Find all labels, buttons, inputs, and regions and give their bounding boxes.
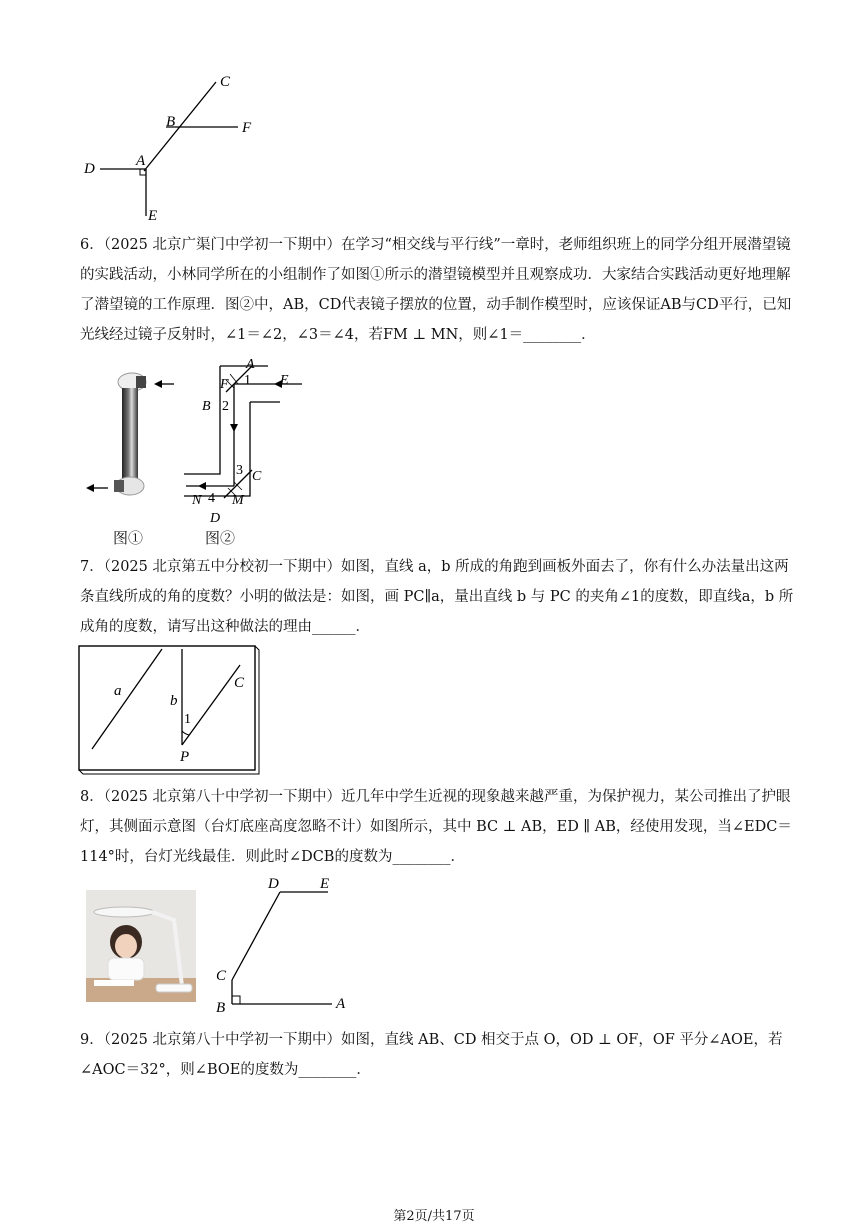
figure-1-caption: 图① [113, 529, 144, 547]
label-E: E [320, 876, 330, 892]
label-C: C [234, 675, 245, 691]
question-6 [80, 230, 795, 350]
angle-1: 1 [184, 712, 191, 727]
label-P: P [180, 749, 190, 765]
angle-1: 1 [244, 373, 251, 388]
periscope-diagram [168, 358, 308, 526]
q5-figure [80, 68, 280, 226]
question-7-text: 7．（2025 北京第五中分校初一下期中）如图，直线 a，b 所成的角跑到画板外面去了，你有什么办法量出这两条直线所成的角的度数？小明的做法是：如图，画 PC∥a，量出直线 b 与 PC 的夹角∠1的度数，即直线a，b 所成角的度数，请写出这种做法的理由______． [80, 559, 794, 635]
label-M: M [232, 493, 244, 508]
line-b-label: b [170, 693, 178, 709]
label-A: A [246, 358, 255, 372]
label-C: C [216, 968, 227, 984]
question-7 [80, 552, 795, 642]
periscope-photo [84, 368, 180, 520]
q7-figure [78, 645, 262, 777]
angle-4: 4 [208, 491, 215, 506]
question-8-text: 8．（2025 北京第八十中学初一下期中）近几年中学生近视的现象越来越严重，为保护视力，某公司推出了护眼灯，其侧面示意图（台灯底座高度忽略不计）如图所示，其中 BC ⊥ AB，ED ∥ AB，经使用发现，当∠EDC＝114°时，台灯光线最佳．则此时∠DCB的度数为________． [80, 789, 792, 865]
label-B: B [202, 399, 211, 414]
question-9-text: 9．（2025 北京第八十中学初一下期中）如图，直线 AB、CD 相交于点 O，OD ⊥ OF，OF 平分∠AOE，若∠AOC＝32°，则∠BOE的度数为________． [80, 1032, 783, 1078]
label-E: E [148, 208, 158, 224]
question-8 [80, 782, 795, 872]
label-E: E [280, 373, 289, 388]
label-B: B [216, 1000, 226, 1016]
label-C: C [220, 74, 231, 90]
desk-lamp-photo [86, 890, 196, 1002]
angle-3: 3 [236, 463, 243, 478]
figure-2-caption: 图② [205, 529, 236, 547]
line-a-label: a [114, 683, 122, 699]
label-B: B [166, 114, 176, 130]
question-6-text: 6．（2025 北京广渠门中学初一下期中）在学习“相交线与平行线”一章时，老师组织班上的同学分组开展潜望镜的实践活动，小林同学所在的小组制作了如图①所示的潜望镜模型并且观察成功．大家结合实践活动更好地理解了潜望镜的工作原理．图②中，AB，CD代表镜子摆放的位置，动手制作模型时，应该保证AB与CD平行，已知光线经过镜子反射时，∠1＝∠2，∠3＝∠4，若FM ⊥ MN，则∠1＝________． [80, 237, 792, 343]
question-9 [80, 1025, 795, 1085]
label-A: A [136, 153, 146, 169]
label-F: F [242, 120, 252, 136]
page-footer: 第2页/共17页 [393, 1209, 475, 1224]
label-D: D [268, 876, 279, 892]
label-A: A [336, 996, 346, 1012]
label-C: C [252, 469, 262, 484]
lamp-diagram [212, 872, 354, 1016]
label-N: N [192, 493, 202, 508]
angle-2: 2 [222, 399, 229, 414]
label-D: D [210, 511, 221, 526]
label-F: F [220, 377, 229, 392]
label-D: D [84, 161, 95, 177]
